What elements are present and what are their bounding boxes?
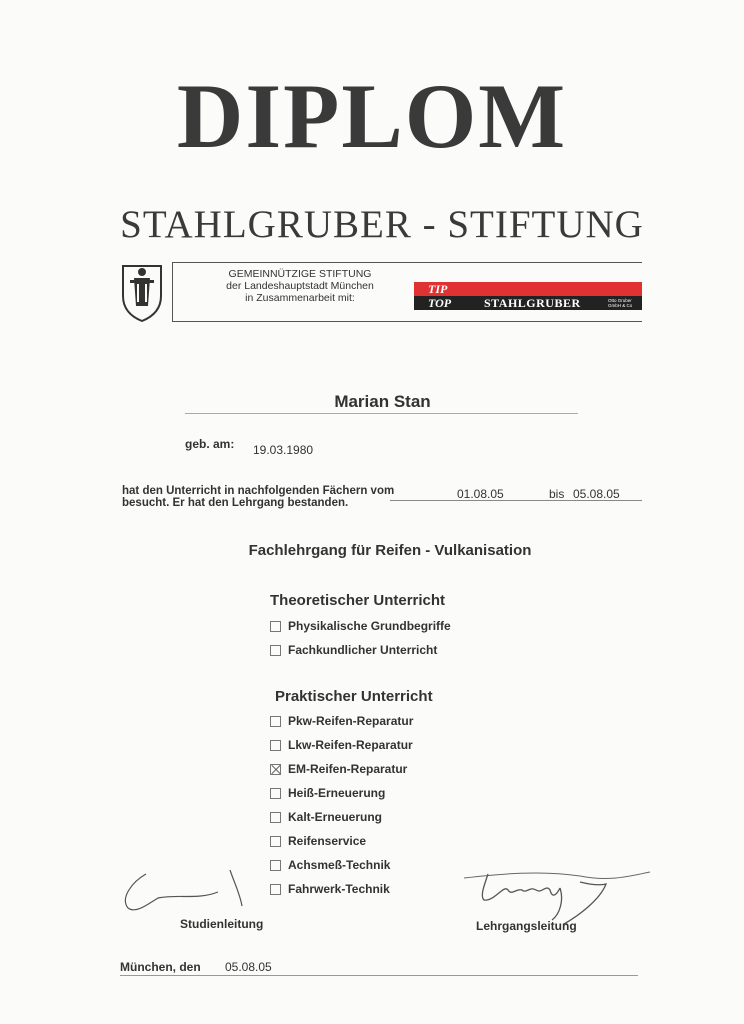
place-label: München, den (120, 960, 201, 974)
checkbox-icon (270, 645, 281, 656)
logo-top-text: TOP (428, 296, 452, 310)
course-title: Fachlehrgang für Reifen - Vulkanisation (248, 542, 532, 559)
theory-subject-label: Physikalische Grundbegriffe (288, 619, 451, 633)
practice-subject-label: EM-Reifen-Reparatur (288, 762, 408, 776)
birth-date-label: geb. am: (185, 437, 235, 451)
theory-subject-label: Fachkundlicher Unterricht (288, 643, 438, 657)
logo-tip-text: TIP (428, 282, 448, 296)
practice-subject-label: Kalt-Erneuerung (288, 810, 383, 824)
practice-subject-label: Heiß-Erneuerung (288, 786, 386, 800)
practice-subject-item (270, 877, 413, 901)
practice-section-title: Praktischer Unterricht (275, 688, 433, 705)
practice-subject-item (270, 757, 413, 781)
theory-section-title: Theoretischer Unterricht (270, 592, 446, 609)
practice-subject-item (270, 709, 413, 733)
logo-small-line-1: Otto Gruber (608, 298, 632, 303)
organization-line-1: GEMEINNÜTZIGE STIFTUNG (228, 268, 372, 280)
practice-subject-item (270, 781, 413, 805)
header-top-rule (172, 262, 642, 263)
practice-subject-label: Achsmeß-Technik (288, 858, 391, 872)
course-to-date: 05.08.05 (573, 487, 620, 501)
course-from-date: 01.08.05 (457, 487, 504, 501)
date-line (390, 500, 642, 501)
birth-date-value: 19.03.1980 (253, 443, 314, 457)
checkbox-icon (270, 740, 281, 751)
issue-date: 05.08.05 (225, 960, 272, 974)
checkbox-icon (270, 788, 281, 799)
practice-subject-label: Fahrwerk-Technik (288, 882, 390, 896)
practice-subject-list (270, 709, 413, 901)
practice-subject-label: Pkw-Reifen-Reparatur (288, 714, 414, 728)
recipient-name: Marian Stan (334, 392, 431, 411)
practice-subject-label: Lkw-Reifen-Reparatur (288, 738, 413, 752)
header-divider (172, 262, 173, 321)
foundation-name: STAHLGRUBER - STIFTUNG (120, 203, 644, 246)
theory-subject-item (270, 614, 451, 638)
organization-line-3: in Zusammenarbeit mit: (245, 292, 355, 304)
statement-line-2: besucht. Er hat den Lehrgang bestanden. (122, 497, 349, 509)
practice-subject-item (270, 853, 413, 877)
checkbox-icon (270, 716, 281, 727)
logo-stahlgruber-text: STAHLGRUBER (484, 296, 581, 310)
checkbox-icon (270, 860, 281, 871)
course-director-label: Lehrgangsleitung (476, 919, 577, 933)
practice-subject-label: Reifenservice (288, 834, 367, 848)
checkbox-icon (270, 884, 281, 895)
checkbox-icon (270, 836, 281, 847)
study-director-label: Studienleitung (180, 917, 264, 931)
practice-subject-item (270, 733, 413, 757)
study-director-signature (118, 868, 268, 916)
checkbox-icon (270, 812, 281, 823)
header-bottom-rule (172, 321, 642, 322)
munich-coat-of-arms-icon (120, 260, 164, 322)
diploma-title: DIPLOM (176, 65, 568, 167)
course-to-label: bis (549, 487, 565, 501)
practice-subject-item (270, 805, 413, 829)
organization-line-2: der Landeshauptstadt München (226, 280, 374, 292)
theory-subject-list (270, 614, 451, 662)
footer-line (120, 975, 638, 976)
checkbox-icon (270, 621, 281, 632)
statement-line-1: hat den Unterricht in nachfolgenden Fächern vom (122, 485, 395, 497)
practice-subject-item (270, 829, 413, 853)
logo-small-print (608, 296, 632, 308)
checked-box-icon (270, 764, 281, 775)
partner-logo (414, 282, 642, 310)
name-underline (185, 413, 578, 414)
organization-info (195, 268, 405, 304)
theory-subject-item (270, 638, 451, 662)
logo-small-line-2: GmbH & Co (608, 303, 633, 308)
